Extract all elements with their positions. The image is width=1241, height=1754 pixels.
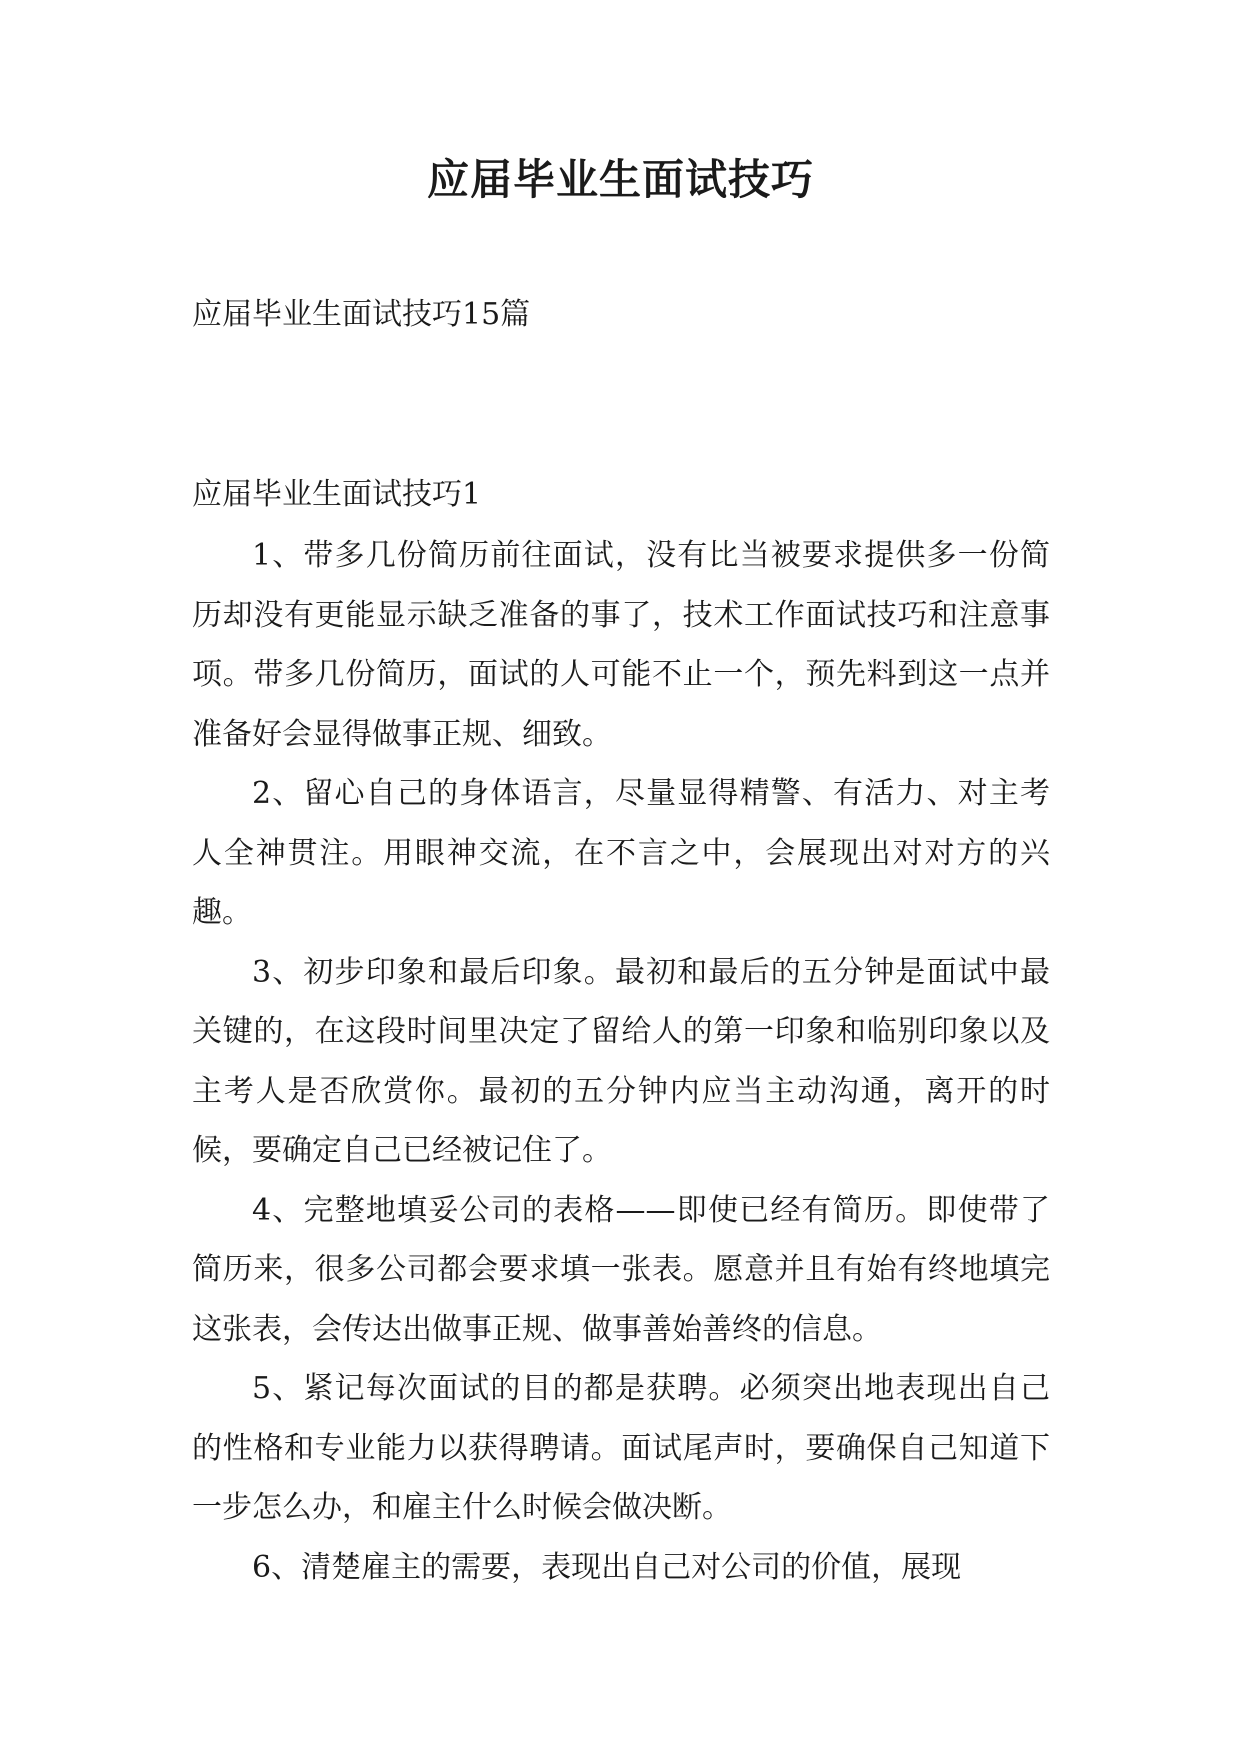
paragraph-5: 5、紧记每次面试的目的都是获聘。必须突出地表现出自己的性格和专业能力以获得聘请。面试尾声时，要确保自己知道下一步怎么办，和雇主什么时候会做决断。 xyxy=(192,1371,1050,1525)
section-heading: 应届毕业生面试技巧1 xyxy=(192,477,482,512)
document-subtitle: 应届毕业生面试技巧15篇 xyxy=(192,297,531,332)
paragraph-6: 6、清楚雇主的需要，表现出自己对公司的价值，展现 xyxy=(252,1549,962,1585)
paragraph-3: 3、初步印象和最后印象。最初和最后的五分钟是面试中最关键的，在这段时间里决定了留给人的第一印象和临别印象以及主考人是否欣赏你。最初的五分钟内应当主动沟通，离开的时候，要确定自己已经被记住了。 xyxy=(192,954,1050,1168)
paragraph-1: 1、带多几份简历前往面试，没有比当被要求提供多一份简历却没有更能显示缺乏准备的事了，技术工作面试技巧和注意事项。带多几份简历，面试的人可能不止一个，预先料到这一点并准备好会显得做事正规、细致。 xyxy=(192,538,1050,752)
document-title: 应届毕业生面试技巧 xyxy=(426,155,814,204)
paragraph-2: 2、留心自己的身体语言，尽量显得精警、有活力、对主考人全神贯注。用眼神交流，在不言之中，会展现出对对方的兴趣。 xyxy=(192,776,1050,930)
document-body xyxy=(192,526,1050,1597)
paragraph-4: 4、完整地填妥公司的表格——即使已经有简历。即使带了简历来，很多公司都会要求填一张表。愿意并且有始有终地填完这张表，会传达出做事正规、做事善始善终的信息。 xyxy=(192,1192,1050,1347)
